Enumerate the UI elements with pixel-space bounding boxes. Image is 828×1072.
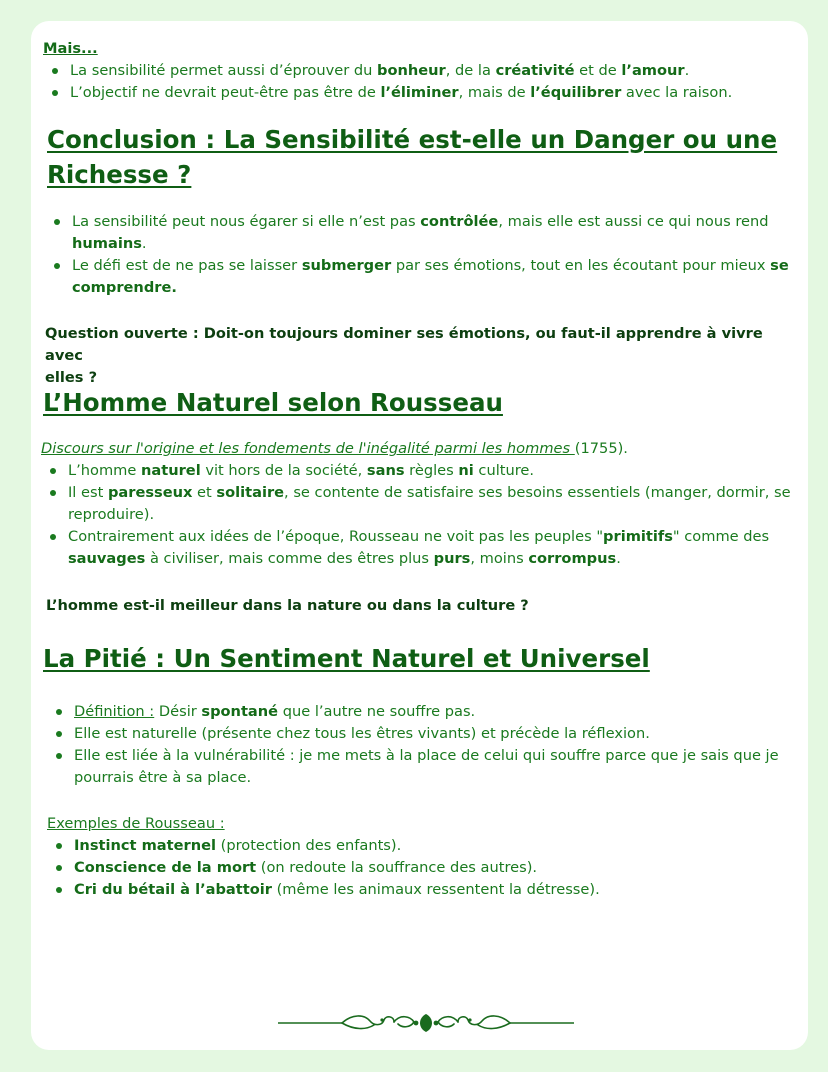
mais-heading — [43, 38, 98, 60]
list-item: Le défi est de ne pas se laisser submerger par ses émotions, tout en les écoutant pour mieux se comprendre. — [72, 255, 797, 299]
conclusion-title-line1: Conclusion : La Sensibilité est-elle un Danger ou une — [47, 125, 778, 154]
conclusion-title-line2: Richesse ? — [47, 160, 192, 189]
list-item: Cri du bétail à l’abattoir (même les animaux ressentent la détresse). — [74, 879, 794, 901]
list-item: La sensibilité peut nous égarer si elle n’est pas contrôlée, mais elle est aussi ce qui nous rend humains. — [72, 211, 797, 255]
open-question: Question ouverte : Doit-on toujours dominer ses émotions, ou faut-il apprendre à vivre avec elles ? — [45, 325, 763, 386]
examples-list — [74, 835, 794, 901]
list-item: Il est paresseux et solitaire, se contente de satisfaire ses besoins essentiels (manger, dormir, se reproduire). — [68, 482, 798, 526]
list-item: Conscience de la mort (on redoute la souffrance des autres). — [74, 857, 794, 879]
definition-label: Définition : — [74, 703, 155, 720]
list-item: Instinct maternel (protection des enfants). — [74, 835, 794, 857]
list-item: L’homme naturel vit hors de la société, sans règles ni culture. — [68, 460, 798, 482]
list-item: L’objectif ne devrait peut-être pas être de l’éliminer, mais de l’équilibrer avec la raison. — [70, 82, 790, 104]
list-item: Contrairement aux idées de l’époque, Rousseau ne voit pas les peuples "primitifs" comme des sauvages à civiliser, mais comme des êtres plus purs, moins corrompus. — [68, 526, 798, 570]
mais-heading-text: Mais... — [43, 40, 98, 57]
list-item: Elle est liée à la vulnérabilité : je me mets à la place de celui qui souffre parce que je sais que je pourrais être à sa place. — [74, 745, 799, 789]
mais-list — [70, 60, 790, 104]
list-item: Elle est naturelle (présente chez tous les êtres vivants) et précède la réflexion. — [74, 723, 799, 745]
rousseau-list — [68, 460, 798, 570]
rousseau-title: L’Homme Naturel selon Rousseau — [43, 388, 503, 417]
rousseau-question: L’homme est-il meilleur dans la nature ou dans la culture ? — [46, 597, 529, 614]
source-title: Discours sur l'origine et les fondements de l'inégalité parmi les hommes — [41, 440, 575, 457]
pitie-list — [74, 701, 799, 789]
source-year: (1755). — [574, 440, 628, 457]
flourish-divider-icon — [278, 1010, 574, 1036]
list-item: Définition : Désir spontané que l’autre ne souffre pas. — [74, 701, 799, 723]
conclusion-list — [72, 211, 797, 299]
source-citation — [41, 438, 628, 460]
conclusion-title — [47, 122, 787, 192]
list-item: La sensibilité permet aussi d’éprouver du bonheur, de la créativité et de l’amour. — [70, 60, 790, 82]
pitie-title: La Pitié : Un Sentiment Naturel et Universel — [43, 644, 650, 673]
examples-label: Exemples de Rousseau : — [47, 815, 225, 832]
